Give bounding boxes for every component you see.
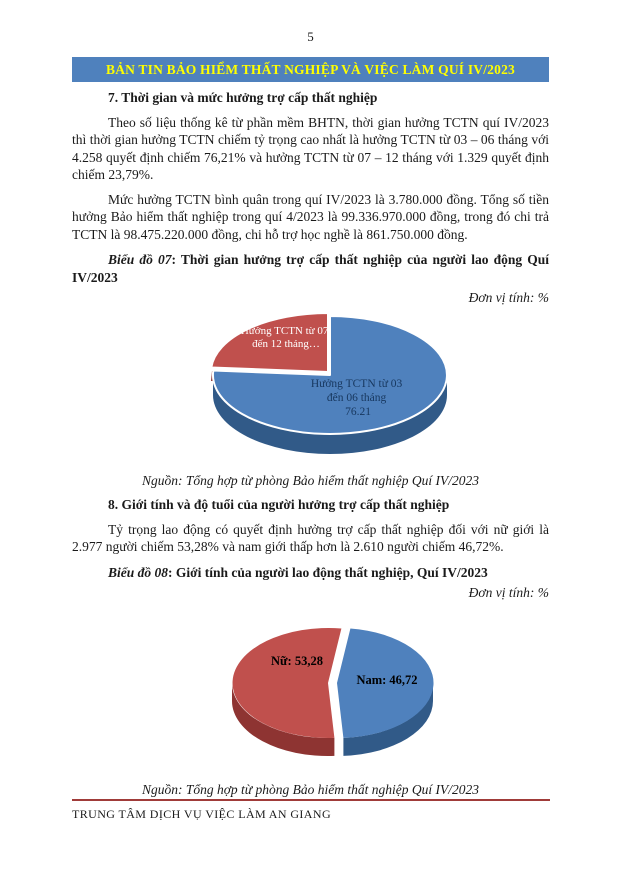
chart-08-unit-note: Đơn vị tính: % [468, 585, 549, 600]
chart-07-caption-text: : Thời gian hưởng trợ cấp thất nghiệp của người lao động Quí IV/2023 [72, 252, 549, 285]
chart-07-unit-note: Đơn vị tính: % [468, 290, 549, 305]
document-page [72, 0, 549, 798]
chart-08-source: Nguồn: Tổng hợp từ phòng Bảo hiểm thất nghiệp Quí IV/2023 [141, 781, 480, 797]
chart-08-caption-label: Biểu đồ 08 [108, 564, 169, 580]
pie1-red-slice-label: Hưởng TCTN từ 07 đến 12 tháng… [240, 324, 329, 350]
page-number: 5 [307, 29, 314, 44]
bulletin-title-banner: BẢN TIN BẢO HIỂM THẤT NGHIỆP VÀ VIỆC LÀM QUÍ IV/2023 [72, 57, 549, 82]
page-footer [72, 799, 550, 822]
footer-rule [72, 799, 550, 801]
chart-08-caption [72, 564, 549, 582]
section-8-heading: 8. Giới tính và độ tuổi của người hưởng trợ cấp thất nghiệp [108, 497, 450, 512]
chart-07-caption-label: Biểu đồ 07 [108, 252, 172, 267]
footer-text: TRUNG TÂM DỊCH VỤ VIỆC LÀM AN GIANG [72, 807, 332, 821]
pie2-nu-label: Nữ: 53,28 [271, 653, 323, 668]
section-7-heading: 7. Thời gian và mức hưởng trợ cấp thất nghiệp [108, 90, 378, 105]
pie2-nam-label: Nam: 46,72 [356, 672, 418, 687]
pie1-blue-slice-label: Hưởng TCTN từ 03 đến 06 tháng 76.21 [310, 377, 403, 418]
pie-chart-benefit-duration [72, 310, 549, 462]
pie-chart-gender [72, 623, 549, 763]
chart-07-source: Nguồn: Tổng hợp từ phòng Bảo hiểm thất nghiệp Quí IV/2023 [141, 472, 480, 488]
section-7-paragraph-1: Theo số liệu thống kê từ phần mềm BHTN, thời gian hưởng TCTN quí IV/2023 thì thời gian hưởng TCTN chiếm tỷ trọng cao nhất là hưởng TCTN từ 03 – 06 tháng với 4.258 quyết định chiếm 76,21% và hưởng TCTN từ 07 – 12 tháng với 1.329 quyết định chiếm 23,79%. [72, 114, 549, 182]
chart-08-caption-text: : Giới tính của người lao động thất nghiệp, Quí IV/2023 [168, 564, 488, 580]
section-8-paragraph-1: Tỷ trọng lao động có quyết định hưởng trợ cấp thất nghiệp đối với nữ giới là 2.977 người chiếm 53,28% và nam giới thấp hơn là 2.610 người chiếm 46,72%. [72, 521, 549, 554]
section-7-paragraph-2: Mức hưởng TCTN bình quân trong quí IV/2023 là 3.780.000 đồng. Tổng số tiền hưởng Bảo hiểm thất nghiệp trong quí 4/2023 là 99.336.970.000 đồng, trong đó chi trả TCTN là 98.475.220.000 đồng, chi hỗ trợ học nghề là 861.750.000 đồng. [72, 191, 549, 242]
chart-07-caption [72, 251, 549, 286]
